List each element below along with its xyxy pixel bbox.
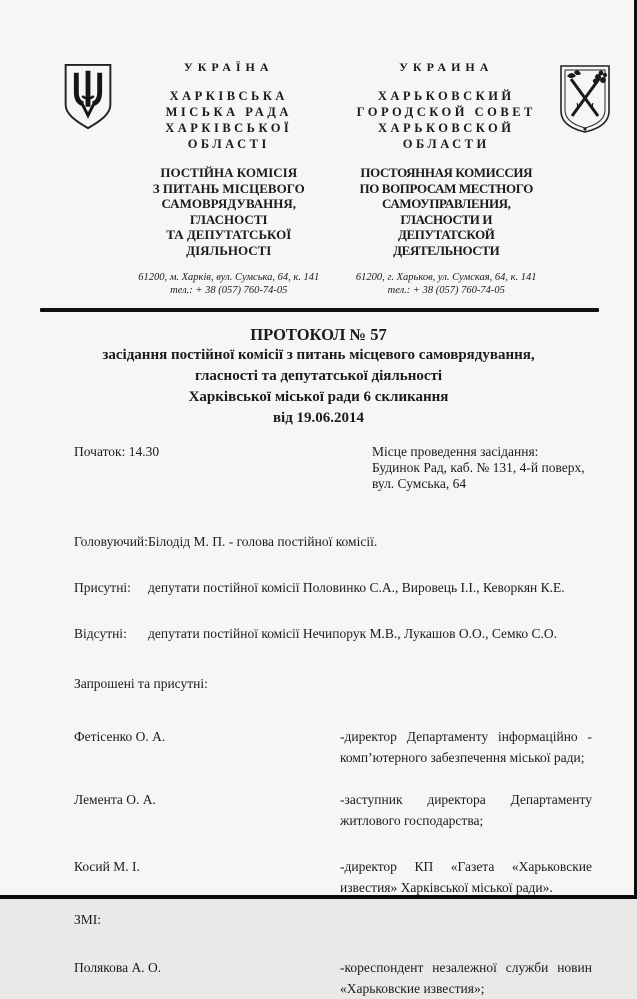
kharkiv-city-emblem xyxy=(555,63,617,135)
person-role: -заступник директора Департаменту житлового господарства; xyxy=(340,792,592,828)
protocol-body xyxy=(0,444,637,999)
chairman-label: Головуючий: xyxy=(74,534,148,549)
person-name: Фетісенко О. А. xyxy=(74,729,166,744)
letterhead xyxy=(0,0,637,297)
person-role: -директор КП «Газета «Харьковские известия» Харківської міської ради». xyxy=(340,859,592,895)
address-ru: 61200, г. Харьков, ул. Сумская, 64, к. 141 тел.: + 38 (057) 760-74-05 xyxy=(355,272,537,296)
person-name: Косий М. І. xyxy=(74,859,140,874)
chairman-value: Білодід М. П. - голова постійної комісії. xyxy=(148,534,378,549)
present-value: депутати постійної комісії Половинко С.А., Вировець І.І., Кеворкян К.Е. xyxy=(148,580,565,595)
protocol-date-line: від 19.06.2014 xyxy=(272,410,365,426)
protocol-subtitle-line: гласності та депутатської діяльності xyxy=(194,368,443,384)
person-role: -директор Департаменту інформаційно - комп’ютерного забезпечення міської ради; xyxy=(340,729,592,765)
protocol-subtitle-line: Харківської міської ради 6 скликання xyxy=(188,389,449,405)
country-name-uk: УКРАЇНА xyxy=(183,60,274,74)
person-name: Полякова А. О. xyxy=(74,960,162,975)
ukraine-trident-emblem xyxy=(58,62,120,132)
meeting-place: Місце проведення засідання: Будинок Рад, каб. № 131, 4-й поверх, вул. Сумська, 64 xyxy=(372,444,585,491)
meeting-meta xyxy=(74,444,592,492)
commission-name-uk: ПОСТІЙНА КОМІСІЯ З ПИТАНЬ МІСЦЕВОГО САМОВРЯДУВАННЯ, ГЛАСНОСТІ ТА ДЕПУТАТСЬКОЇ ДІЯЛЬНОСТІ xyxy=(152,165,305,258)
chairman-row xyxy=(74,531,592,552)
invited-person-row xyxy=(74,789,592,831)
invited-person-row xyxy=(74,856,592,898)
header-separator-rule xyxy=(40,308,599,312)
present-label: Присутні: xyxy=(74,580,131,595)
letterhead-russian-column xyxy=(338,58,556,297)
country-name-ru: УКРАИНА xyxy=(399,60,494,74)
commission-name-ru: ПОСТОЯННАЯ КОМИССИЯ ПО ВОПРОСАМ МЕСТНОГО САМОУПРАВЛЕНИЯ, ГЛАСНОСТИ И ДЕПУТАТСКОЙ ДЕЯТЕЛЬНОСТИ xyxy=(359,165,533,258)
invited-heading: Запрошені та присутні: xyxy=(74,676,208,691)
media-heading: ЗМІ: xyxy=(74,912,102,927)
letterhead-ukrainian-column xyxy=(120,58,338,297)
council-name-uk: ХАРКІВСЬКА МІСЬКА РАДА ХАРКІВСЬКОЇ ОБЛАСТІ xyxy=(165,89,293,151)
absent-row xyxy=(74,623,592,644)
protocol-title-block xyxy=(0,325,637,429)
protocol-number: ПРОТОКОЛ № 57 xyxy=(250,325,387,344)
person-name: Лемента О. А. xyxy=(74,792,156,807)
person-role: -кореспондент незалежної служби новин «Харьковские известия»; xyxy=(340,960,592,996)
media-person-row xyxy=(74,957,592,999)
protocol-subtitle-line: засідання постійної комісії з питань місцевого самоврядування, xyxy=(102,347,535,363)
invited-person-row xyxy=(74,726,592,768)
present-row xyxy=(74,577,592,598)
council-name-ru: ХАРЬКОВСКИЙ ГОРОДСКОЙ СОВЕТ ХАРЬКОВСКОЙ ОБЛАСТИ xyxy=(356,89,536,151)
address-uk: 61200, м. Харків, вул. Сумська, 64, к. 141 тел.: + 38 (057) 760-74-05 xyxy=(138,272,320,296)
meeting-start-time: Початок: 14.30 xyxy=(74,444,160,459)
absent-label: Відсутні: xyxy=(74,626,127,641)
absent-value: депутати постійної комісії Нечипорук М.В., Лукашов О.О., Семко С.О. xyxy=(148,626,558,641)
scan-edge-bottom xyxy=(0,895,637,899)
